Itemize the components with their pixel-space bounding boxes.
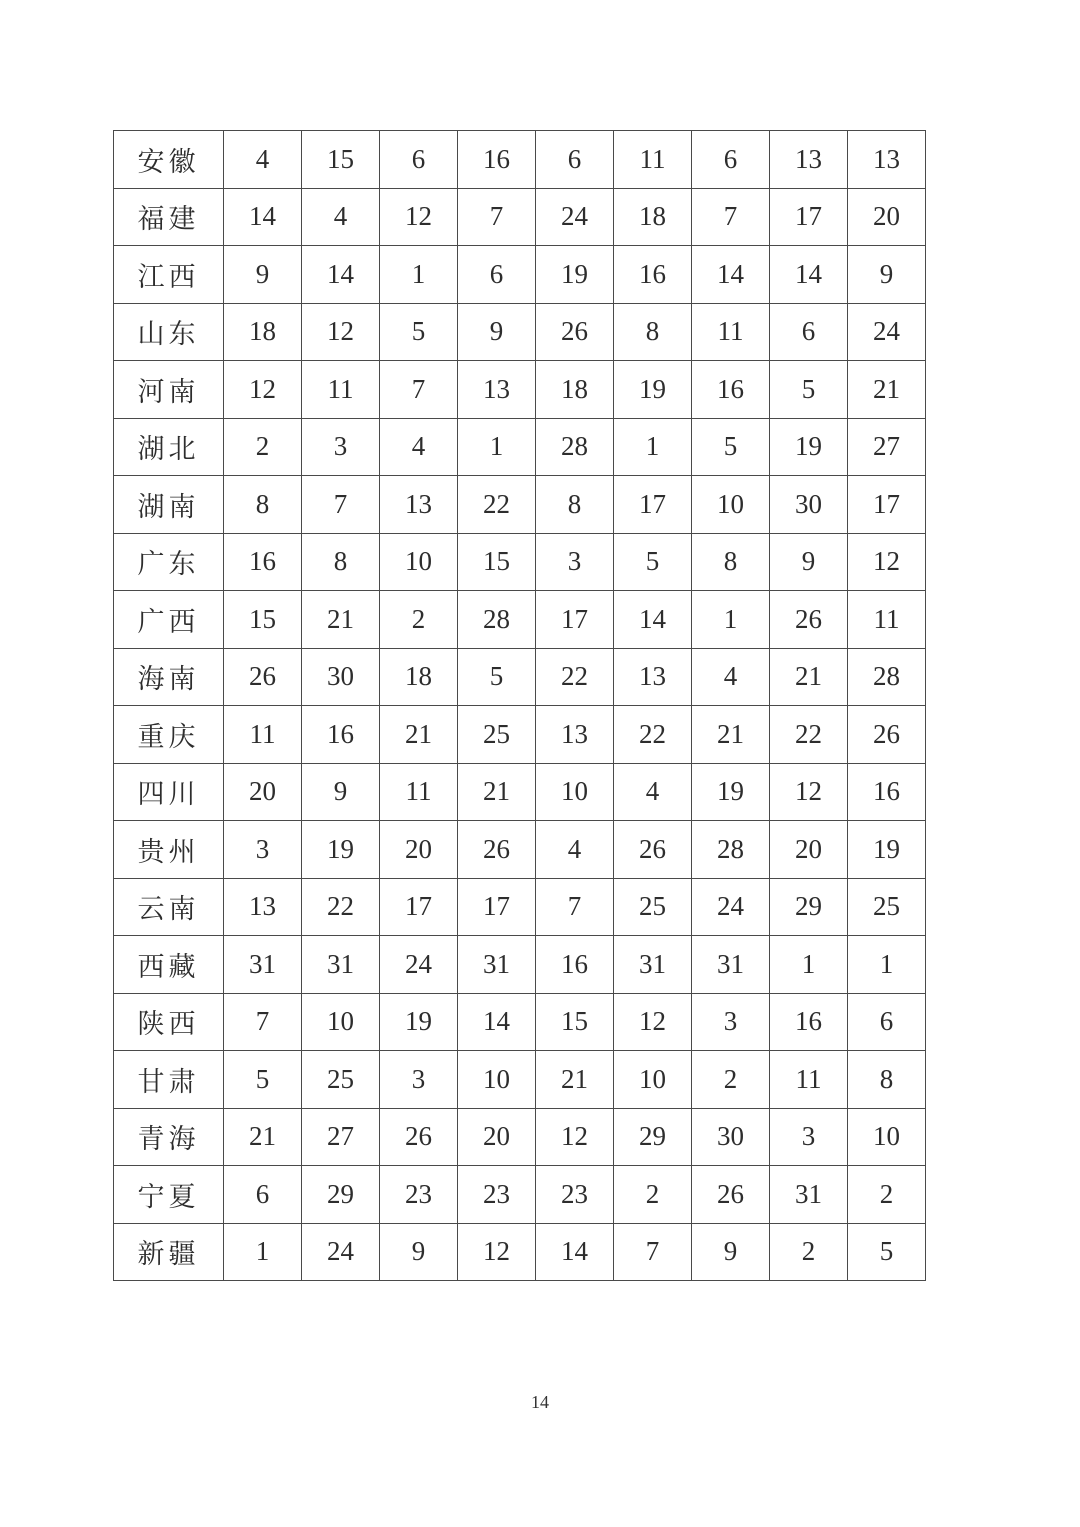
value-cell: 29: [770, 878, 848, 936]
province-name-cell: 贵州: [114, 821, 224, 879]
table-row: [114, 993, 926, 1051]
value-cell: 11: [224, 706, 302, 764]
value-cell: 31: [770, 1166, 848, 1224]
table-row: [114, 591, 926, 649]
value-cell: 6: [692, 131, 770, 189]
value-cell: 2: [614, 1166, 692, 1224]
value-cell: 12: [224, 361, 302, 419]
value-cell: 31: [302, 936, 380, 994]
value-cell: 23: [458, 1166, 536, 1224]
value-cell: 31: [692, 936, 770, 994]
value-cell: 11: [380, 763, 458, 821]
value-cell: 26: [848, 706, 926, 764]
value-cell: 8: [302, 533, 380, 591]
value-cell: 9: [302, 763, 380, 821]
value-cell: 4: [692, 648, 770, 706]
value-cell: 7: [536, 878, 614, 936]
value-cell: 5: [614, 533, 692, 591]
value-cell: 15: [302, 131, 380, 189]
value-cell: 5: [770, 361, 848, 419]
value-cell: 21: [848, 361, 926, 419]
value-cell: 26: [380, 1108, 458, 1166]
value-cell: 24: [536, 188, 614, 246]
value-cell: 1: [224, 1223, 302, 1281]
province-name-cell: 湖北: [114, 418, 224, 476]
value-cell: 10: [458, 1051, 536, 1109]
value-cell: 6: [770, 303, 848, 361]
table-body: [114, 131, 926, 1281]
value-cell: 4: [536, 821, 614, 879]
value-cell: 24: [692, 878, 770, 936]
value-cell: 22: [458, 476, 536, 534]
value-cell: 28: [458, 591, 536, 649]
value-cell: 2: [224, 418, 302, 476]
value-cell: 19: [770, 418, 848, 476]
value-cell: 1: [380, 246, 458, 304]
value-cell: 27: [302, 1108, 380, 1166]
value-cell: 16: [692, 361, 770, 419]
table-row: [114, 1108, 926, 1166]
value-cell: 7: [614, 1223, 692, 1281]
value-cell: 17: [536, 591, 614, 649]
table-row: [114, 361, 926, 419]
value-cell: 19: [302, 821, 380, 879]
value-cell: 16: [614, 246, 692, 304]
value-cell: 11: [692, 303, 770, 361]
value-cell: 10: [302, 993, 380, 1051]
province-name-cell: 宁夏: [114, 1166, 224, 1224]
value-cell: 5: [224, 1051, 302, 1109]
value-cell: 20: [458, 1108, 536, 1166]
value-cell: 14: [770, 246, 848, 304]
value-cell: 13: [380, 476, 458, 534]
value-cell: 8: [224, 476, 302, 534]
value-cell: 27: [848, 418, 926, 476]
value-cell: 13: [848, 131, 926, 189]
value-cell: 26: [536, 303, 614, 361]
province-name-cell: 湖南: [114, 476, 224, 534]
value-cell: 26: [224, 648, 302, 706]
province-name-cell: 河南: [114, 361, 224, 419]
value-cell: 20: [224, 763, 302, 821]
value-cell: 20: [770, 821, 848, 879]
value-cell: 16: [458, 131, 536, 189]
value-cell: 8: [536, 476, 614, 534]
value-cell: 9: [224, 246, 302, 304]
table-row: [114, 821, 926, 879]
table-row: [114, 706, 926, 764]
value-cell: 3: [224, 821, 302, 879]
value-cell: 6: [224, 1166, 302, 1224]
province-name-cell: 四川: [114, 763, 224, 821]
value-cell: 8: [692, 533, 770, 591]
value-cell: 8: [848, 1051, 926, 1109]
value-cell: 17: [380, 878, 458, 936]
value-cell: 12: [302, 303, 380, 361]
province-name-cell: 重庆: [114, 706, 224, 764]
value-cell: 1: [848, 936, 926, 994]
province-data-table: [113, 130, 926, 1281]
value-cell: 4: [380, 418, 458, 476]
value-cell: 19: [614, 361, 692, 419]
value-cell: 31: [458, 936, 536, 994]
value-cell: 4: [614, 763, 692, 821]
value-cell: 26: [770, 591, 848, 649]
value-cell: 8: [614, 303, 692, 361]
value-cell: 21: [224, 1108, 302, 1166]
value-cell: 11: [848, 591, 926, 649]
value-cell: 20: [380, 821, 458, 879]
value-cell: 18: [536, 361, 614, 419]
province-name-cell: 青海: [114, 1108, 224, 1166]
table-row: [114, 763, 926, 821]
province-name-cell: 甘肃: [114, 1051, 224, 1109]
table-row: [114, 1223, 926, 1281]
value-cell: 22: [770, 706, 848, 764]
value-cell: 7: [224, 993, 302, 1051]
value-cell: 14: [458, 993, 536, 1051]
value-cell: 9: [692, 1223, 770, 1281]
province-name-cell: 西藏: [114, 936, 224, 994]
value-cell: 30: [302, 648, 380, 706]
value-cell: 24: [380, 936, 458, 994]
value-cell: 11: [302, 361, 380, 419]
table-row: [114, 418, 926, 476]
value-cell: 10: [536, 763, 614, 821]
value-cell: 1: [770, 936, 848, 994]
value-cell: 14: [224, 188, 302, 246]
value-cell: 10: [692, 476, 770, 534]
table-row: [114, 476, 926, 534]
value-cell: 4: [224, 131, 302, 189]
value-cell: 26: [692, 1166, 770, 1224]
value-cell: 12: [458, 1223, 536, 1281]
value-cell: 26: [458, 821, 536, 879]
province-name-cell: 福建: [114, 188, 224, 246]
value-cell: 22: [536, 648, 614, 706]
value-cell: 19: [848, 821, 926, 879]
value-cell: 21: [458, 763, 536, 821]
table-row: [114, 303, 926, 361]
province-name-cell: 广东: [114, 533, 224, 591]
value-cell: 21: [380, 706, 458, 764]
page-number: 14: [531, 1392, 549, 1412]
value-cell: 19: [536, 246, 614, 304]
value-cell: 11: [770, 1051, 848, 1109]
value-cell: 1: [458, 418, 536, 476]
table-row: [114, 1051, 926, 1109]
value-cell: 17: [458, 878, 536, 936]
value-cell: 18: [380, 648, 458, 706]
value-cell: 14: [614, 591, 692, 649]
value-cell: 22: [614, 706, 692, 764]
value-cell: 2: [692, 1051, 770, 1109]
province-name-cell: 海南: [114, 648, 224, 706]
value-cell: 16: [302, 706, 380, 764]
value-cell: 31: [224, 936, 302, 994]
value-cell: 17: [614, 476, 692, 534]
value-cell: 30: [770, 476, 848, 534]
value-cell: 16: [848, 763, 926, 821]
value-cell: 25: [614, 878, 692, 936]
value-cell: 15: [224, 591, 302, 649]
value-cell: 21: [302, 591, 380, 649]
table-row: [114, 131, 926, 189]
value-cell: 18: [614, 188, 692, 246]
value-cell: 5: [692, 418, 770, 476]
value-cell: 21: [692, 706, 770, 764]
table-row: [114, 648, 926, 706]
value-cell: 10: [614, 1051, 692, 1109]
value-cell: 23: [536, 1166, 614, 1224]
value-cell: 23: [380, 1166, 458, 1224]
value-cell: 20: [848, 188, 926, 246]
value-cell: 3: [380, 1051, 458, 1109]
value-cell: 5: [380, 303, 458, 361]
value-cell: 7: [458, 188, 536, 246]
value-cell: 29: [302, 1166, 380, 1224]
value-cell: 12: [380, 188, 458, 246]
value-cell: 6: [848, 993, 926, 1051]
value-cell: 17: [848, 476, 926, 534]
value-cell: 16: [224, 533, 302, 591]
value-cell: 3: [536, 533, 614, 591]
value-cell: 3: [692, 993, 770, 1051]
value-cell: 25: [848, 878, 926, 936]
value-cell: 12: [614, 993, 692, 1051]
value-cell: 28: [692, 821, 770, 879]
value-cell: 5: [848, 1223, 926, 1281]
table-row: [114, 1166, 926, 1224]
value-cell: 13: [614, 648, 692, 706]
value-cell: 18: [224, 303, 302, 361]
value-cell: 13: [536, 706, 614, 764]
value-cell: 14: [692, 246, 770, 304]
value-cell: 25: [302, 1051, 380, 1109]
value-cell: 21: [770, 648, 848, 706]
value-cell: 6: [458, 246, 536, 304]
province-name-cell: 江西: [114, 246, 224, 304]
value-cell: 15: [536, 993, 614, 1051]
value-cell: 16: [770, 993, 848, 1051]
value-cell: 14: [536, 1223, 614, 1281]
value-cell: 12: [536, 1108, 614, 1166]
value-cell: 7: [380, 361, 458, 419]
value-cell: 13: [224, 878, 302, 936]
value-cell: 13: [770, 131, 848, 189]
value-cell: 26: [614, 821, 692, 879]
value-cell: 2: [380, 591, 458, 649]
value-cell: 3: [770, 1108, 848, 1166]
value-cell: 24: [848, 303, 926, 361]
value-cell: 12: [848, 533, 926, 591]
value-cell: 31: [614, 936, 692, 994]
value-cell: 19: [380, 993, 458, 1051]
value-cell: 12: [770, 763, 848, 821]
value-cell: 5: [458, 648, 536, 706]
value-cell: 16: [536, 936, 614, 994]
value-cell: 9: [848, 246, 926, 304]
value-cell: 13: [458, 361, 536, 419]
value-cell: 9: [380, 1223, 458, 1281]
value-cell: 2: [848, 1166, 926, 1224]
value-cell: 7: [302, 476, 380, 534]
table-row: [114, 246, 926, 304]
value-cell: 29: [614, 1108, 692, 1166]
table-row: [114, 533, 926, 591]
value-cell: 10: [380, 533, 458, 591]
value-cell: 1: [614, 418, 692, 476]
table-row: [114, 188, 926, 246]
province-name-cell: 山东: [114, 303, 224, 361]
value-cell: 9: [770, 533, 848, 591]
province-name-cell: 云南: [114, 878, 224, 936]
province-name-cell: 安徽: [114, 131, 224, 189]
value-cell: 7: [692, 188, 770, 246]
table-row: [114, 936, 926, 994]
province-name-cell: 新疆: [114, 1223, 224, 1281]
value-cell: 24: [302, 1223, 380, 1281]
value-cell: 6: [536, 131, 614, 189]
value-cell: 9: [458, 303, 536, 361]
value-cell: 28: [848, 648, 926, 706]
value-cell: 15: [458, 533, 536, 591]
value-cell: 28: [536, 418, 614, 476]
value-cell: 25: [458, 706, 536, 764]
value-cell: 22: [302, 878, 380, 936]
value-cell: 19: [692, 763, 770, 821]
value-cell: 30: [692, 1108, 770, 1166]
value-cell: 17: [770, 188, 848, 246]
value-cell: 3: [302, 418, 380, 476]
province-name-cell: 广西: [114, 591, 224, 649]
value-cell: 4: [302, 188, 380, 246]
value-cell: 14: [302, 246, 380, 304]
province-name-cell: 陕西: [114, 993, 224, 1051]
value-cell: 1: [692, 591, 770, 649]
value-cell: 10: [848, 1108, 926, 1166]
value-cell: 21: [536, 1051, 614, 1109]
table-row: [114, 878, 926, 936]
value-cell: 6: [380, 131, 458, 189]
value-cell: 2: [770, 1223, 848, 1281]
value-cell: 11: [614, 131, 692, 189]
